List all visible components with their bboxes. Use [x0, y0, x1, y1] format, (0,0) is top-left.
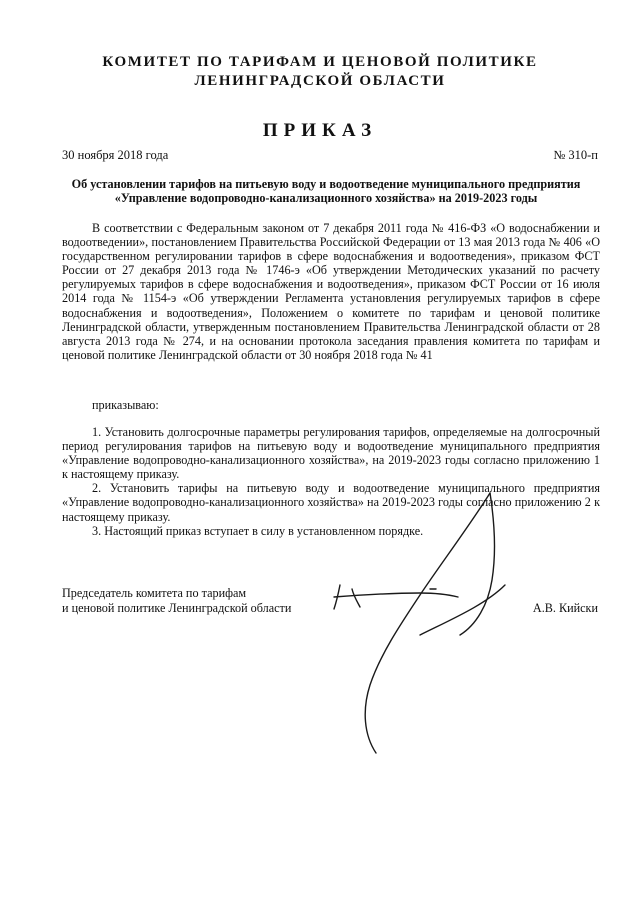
issuer-header [40, 53, 600, 91]
handwritten-signature [300, 485, 540, 765]
order-item-2: 2. Установить тарифы на питьевую воду и водоотведение муниципального предприятия «Управление водопроводно-канализационного хозяйства» на 2019-2023 годы согласно приложению 2 к настоящему приказу. [62, 481, 600, 524]
document-number: № 310-п [553, 148, 598, 162]
issuer-line-2: ЛЕНИНГРАДСКОЙ ОБЛАСТИ [194, 73, 446, 89]
document-date: 30 ноября 2018 года [62, 148, 169, 162]
preamble-block [62, 221, 600, 362]
document-title: ПРИКАЗ [262, 120, 378, 141]
document-subject [52, 177, 600, 205]
order-item-3: 3. Настоящий приказ вступает в силу в установленном порядке. [92, 523, 424, 538]
order-item-1: 1. Установить долгосрочные параметры регулирования тарифов, определяемые на долгосрочный период регулирования тарифов на питьевую воду и водоотведение муниципального предприятия «Управление водопроводно-канализационного хозяйства», на 2019-2023 годы согласно приложению 1 к настоящему приказу. [62, 425, 600, 482]
order-word: приказываю: [92, 398, 159, 412]
signatory-name: А.В. Кийски [532, 601, 598, 615]
subject-line-1: Об установлении тарифов на питьевую воду и водоотведение муниципального предприятия [71, 177, 581, 191]
signatory-position-line-1: Председатель комитета по тарифам [62, 586, 247, 600]
preamble-paragraph: В соответствии с Федеральным законом от 7 декабря 2011 года № 416-ФЗ «О водоснабжении и водоотведении», постановлением Правительства Российской Федерации от 13 мая 2013 года № 406 «О государственном регулировании тарифов в сфере водоснабжения и водоотведения», приказом ФСТ России от 27 декабря 2013 года № 1746-э «Об утверждении Методических указаний по расчету регулируемых тарифов в сфере водоснабжения и водоотведения», приказом ФСТ России от 16 июля 2014 года № 1154-э «Об утверждении Регламента установления регулируемых тарифов в сфере водоснабжения и водоотведения», Положением о комитете по тарифам и ценовой политике Ленинградской области, утвержденным постановлением Правительства Ленинградской области от 28 августа 2013 года № 274, и на основании протокола заседания правления комитета по тарифам и ценовой политике Ленинградской области от 30 ноября 2018 года № 41 [62, 221, 600, 362]
signatory-position-line-2: и ценовой политике Ленинградской области [62, 601, 292, 615]
subject-line-2: «Управление водопроводно-канализационного хозяйства» на 2019-2023 годы [114, 191, 538, 205]
issuer-line-1: КОМИТЕТ ПО ТАРИФАМ И ЦЕНОВОЙ ПОЛИТИКЕ [102, 54, 538, 70]
signatory-position [62, 586, 291, 616]
